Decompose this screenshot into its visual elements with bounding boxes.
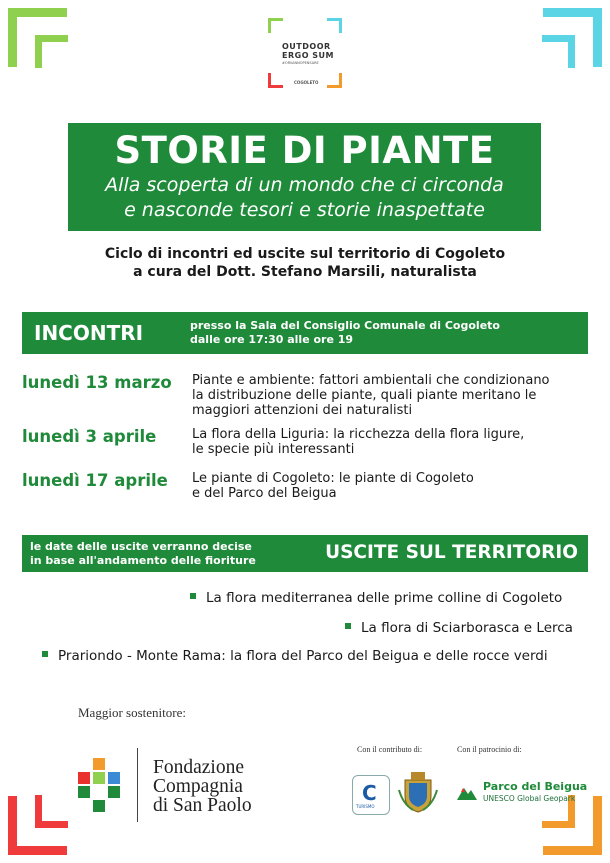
event-description: Le piante di Cogoleto: le piante di Cogoleto e del Parco del Beigua [192,471,474,501]
fcsp-logo-icon [78,758,120,814]
uscite-heading: USCITE SUL TERRITORIO [325,542,578,563]
outing-item: La flora mediterranea delle prime colline di Cogoleto [190,590,562,606]
event-description: Piante e ambiente: fattori ambientali che condizionano la distribuzione delle piante, quali piante meritano le maggiori attenzioni dei naturalisti [192,373,550,418]
title-subline-2: e nasconde tesori e storie inaspettate [124,199,485,221]
bullet-square-icon [190,593,196,599]
title-banner [68,123,541,231]
event-date: lunedì 3 aprile [22,427,157,446]
cycle-subtitle [0,245,610,281]
incontri-header [22,312,588,354]
cogoleto-coat-of-arms-icon [397,770,439,814]
mountain-icon [457,782,477,800]
contribution-label: Con il contributo di: [357,745,423,754]
outing-item: La flora di Sciarborasca e Lerca [345,620,573,636]
corner-frame-top-left [8,8,67,67]
title-subline-1: Alla scoperta di un mondo che ci circonda [105,174,504,196]
logo-town: COGOLETO [294,80,319,85]
bullet-square-icon [42,651,48,657]
incontri-location [190,319,500,347]
outdoor-ergo-sum-logo [268,18,342,88]
bullet-square-icon [345,623,351,629]
event-description: La flora della Liguria: la ricchezza della flora ligure, le specie più interessanti [192,427,525,457]
incontri-place: presso la Sala del Consiglio Comunale di Cogoleto [190,319,500,332]
uscite-note: le date delle uscite verranno decise in base all'andamento delle fioriture [30,540,256,567]
corner-frame-bottom-left [8,796,67,855]
corner-frame-bottom-right [543,796,602,855]
uscite-header [22,535,588,572]
event-date: lunedì 13 marzo [22,373,172,392]
logo-line-1: OUTDOOR [282,42,331,51]
event-date: lunedì 17 aprile [22,471,168,490]
incontri-heading: INCONTRI [34,321,144,345]
main-sponsor-label: Maggior sostenitore: [78,705,186,720]
outing-item: Prariondo - Monte Rama: la flora del Parco del Beigua e delle rocce verdi [42,648,548,664]
patronage-label: Con il patrocinio di: [457,745,522,754]
subtitle-line-1: Ciclo di incontri ed uscite sul territorio di Cogoleto [104,246,506,262]
cogoleto-tourism-logo: C TURISMO [352,775,390,815]
subtitle-line-2: a cura del Dott. Stefano Marsili, naturalista [133,264,477,280]
fcsp-name: Fondazione Compagnia di San Paolo [153,757,252,816]
sponsor-divider [137,748,138,822]
corner-frame-top-right [543,8,602,67]
logo-hashtag: #ORVANNOPENSARE [282,61,319,65]
page-title: STORIE DI PIANTE [114,129,495,172]
incontri-time: dalle ore 17:30 alle ore 19 [190,333,354,346]
logo-line-2: ERGO SUM [282,51,334,60]
